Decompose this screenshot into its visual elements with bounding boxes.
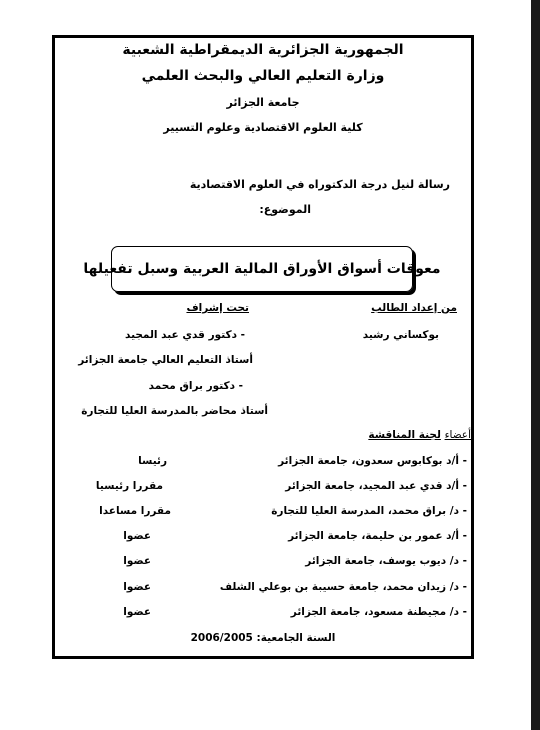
- supervisor-1-name: - دكتور قدي عبد المجيد: [125, 329, 245, 341]
- committee-member-name: - د/ براق محمد، المدرسة العليا للتجارة: [271, 505, 467, 517]
- supervision-label: تحت إشراف: [186, 302, 249, 314]
- committee-member-role: عضوا: [123, 581, 151, 593]
- supervisor-1-title: أستاذ التعليم العالي جامعة الجزائر: [78, 354, 253, 366]
- academic-year: السنة الجامعية: 2006/2005: [190, 632, 336, 644]
- committee-member-name: - أ/د بوكابوس سعدون، جامعة الجزائر: [278, 455, 467, 467]
- committee-member-name: - أ/د عمور بن حليمة، جامعة الجزائر: [288, 530, 467, 542]
- committee-member-name: - د/ ديوب يوسف، جامعة الجزائر: [305, 555, 467, 567]
- committee-member-name: - د/ مجيطنة مسعود، جامعة الجزائر: [290, 606, 467, 618]
- supervisor-2-name: - دكتور براق محمد: [148, 380, 243, 392]
- committee-member-role: عضوا: [123, 530, 151, 542]
- committee-member-role: مقررا مساعدا: [99, 505, 171, 517]
- university-heading: جامعة الجزائر: [226, 96, 300, 109]
- document-frame: [52, 35, 474, 659]
- thesis-title-box: [83, 246, 441, 292]
- subject-label: الموضوع:: [259, 203, 311, 216]
- supervisor-2-title: أستاذ محاضر بالمدرسة العليا للتجارة: [81, 405, 268, 417]
- committee-member-role: عضوا: [123, 606, 151, 618]
- committee-member-role: عضوا: [123, 555, 151, 567]
- committee-member-name: - أ/د قدي عبد المجيد، جامعة الجزائر: [285, 480, 467, 492]
- page-edge-bar: [531, 0, 540, 730]
- committee-member-role: مقررا رئيسيا: [95, 480, 163, 492]
- committee-member-name: - د/ زيدان محمد، جامعة حسيبة بن بوعلي الشلف: [219, 581, 467, 593]
- ministry-heading: وزارة التعليم العالي والبحث العلمي: [141, 68, 385, 84]
- student-label: من إعداد الطالب: [371, 302, 457, 314]
- thesis-purpose: رسالة لنيل درجة الدكتوراه في العلوم الاقتصادية: [189, 178, 450, 191]
- committee-label: أعضاء لجنة المناقشة: [368, 429, 471, 441]
- student-name: بوكساني رشيد: [362, 329, 439, 341]
- republic-heading: الجمهورية الجزائرية الديمقراطية الشعبية: [122, 42, 404, 58]
- thesis-title: معوقات أسواق الأوراق المالية العربية وسبل تفعيلها: [83, 261, 441, 277]
- faculty-heading: كلية العلوم الاقتصادية وعلوم التسيير: [163, 121, 363, 134]
- committee-member-role: رئيسا: [138, 455, 167, 467]
- committee-label-text: لجنة المناقشة: [368, 429, 441, 441]
